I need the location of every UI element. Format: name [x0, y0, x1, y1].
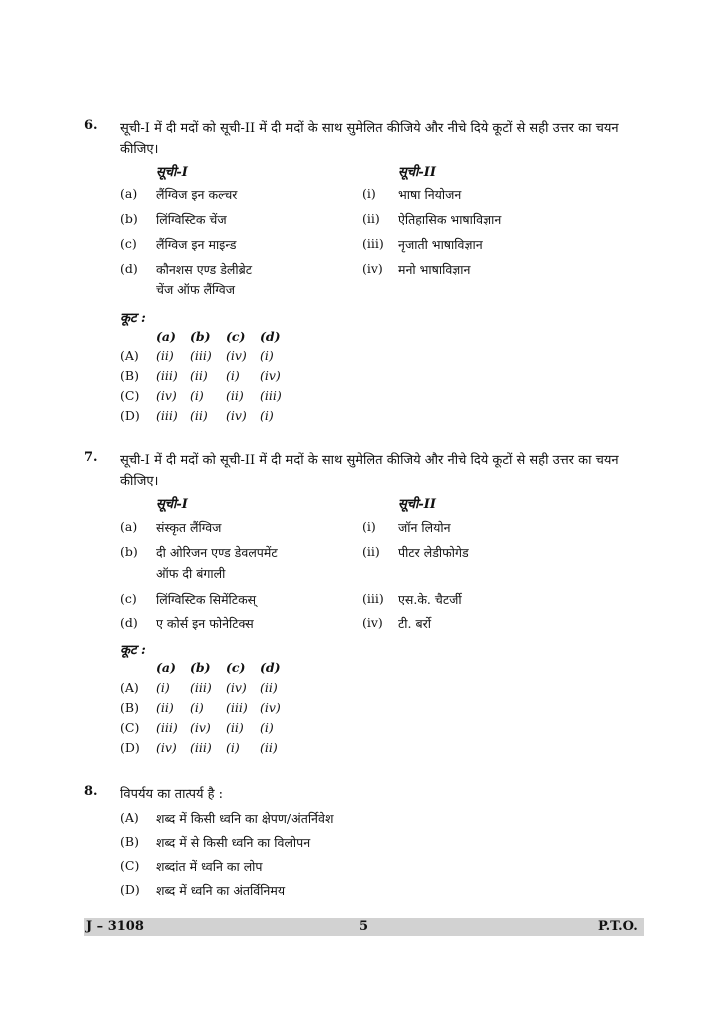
- list1-item-text: लैंग्विज इन माइन्ड: [156, 237, 237, 252]
- code-cell: (ii): [156, 700, 174, 715]
- list2-header: सूची-II: [398, 497, 436, 512]
- code-cell: (i): [226, 368, 240, 383]
- codes-header-cell: (a): [156, 329, 176, 344]
- list1-item-text: लैंग्विज इन कल्चर: [156, 187, 238, 202]
- code-cell: (iii): [190, 348, 212, 363]
- option-text: शब्दांत में ध्वनि का लोप: [156, 859, 263, 874]
- list1-item-label: (c): [120, 591, 137, 606]
- code-cell: (i): [226, 740, 240, 755]
- code-option-label: (A): [120, 680, 139, 695]
- code-cell: (iv): [226, 408, 247, 423]
- code-cell: (iii): [190, 740, 212, 755]
- list1-item-label: (a): [120, 186, 138, 201]
- list1-item-label: (c): [120, 236, 137, 251]
- list2-item-label: (ii): [362, 211, 380, 226]
- list1-item-label: (d): [120, 261, 138, 276]
- code-cell: (ii): [260, 740, 278, 755]
- list1-item-text-continued: ऑफ दी बंगाली: [156, 566, 226, 581]
- list1-header: सूची-I: [156, 497, 188, 512]
- code-cell: (i): [190, 388, 204, 403]
- code-option-label: (B): [120, 368, 139, 383]
- list2-item-label: (iii): [362, 236, 384, 251]
- option-text: शब्द में किसी ध्वनि का क्षेपण/अंतर्निवेश: [156, 811, 334, 826]
- code-option-label: (A): [120, 348, 139, 363]
- list1-item-text: संस्कृत लैंग्विज: [156, 520, 222, 535]
- code-cell: (ii): [190, 368, 208, 383]
- list1-item-text: दी ओरिजन एण्ड डेवलपमेंट: [156, 545, 278, 560]
- list1-item-label: (a): [120, 519, 138, 534]
- code-cell: (i): [156, 680, 170, 695]
- code-cell: (iii): [156, 720, 178, 735]
- list2-item-text: पीटर लेडीफोगेड: [398, 545, 469, 560]
- code-cell: (iii): [156, 408, 178, 423]
- code-cell: (i): [260, 348, 274, 363]
- page-number: 5: [359, 919, 369, 934]
- list1-header: सूची-I: [156, 165, 188, 180]
- list2-item-label: (ii): [362, 544, 380, 559]
- list1-item-text: ए कोर्स इन फोनेटिक्स: [156, 616, 254, 631]
- code-option-label: (C): [120, 388, 140, 403]
- code-cell: (i): [260, 408, 274, 423]
- code-option-label: (D): [120, 740, 140, 755]
- question-number: 6.: [84, 118, 98, 133]
- code-option-label: (D): [120, 408, 140, 423]
- code-cell: (ii): [226, 388, 244, 403]
- paper-code: J – 3108: [86, 919, 144, 934]
- question-text: सूची-I में दी मदों को सूची-II में दी मदों के साथ सुमेलित कीजिये और नीचे दिये कूटों से सही उत्तर का चयन कीजिए।: [120, 121, 619, 157]
- list2-item-label: (i): [362, 519, 376, 534]
- codes-header-cell: (d): [260, 660, 281, 675]
- codes-header-cell: (c): [226, 660, 246, 675]
- list1-item-label: (d): [120, 615, 138, 630]
- code-cell: (iv): [226, 680, 247, 695]
- option-label: (B): [120, 834, 139, 849]
- option-label: (A): [120, 810, 139, 825]
- option-text: शब्द में से किसी ध्वनि का विलोपन: [156, 835, 311, 850]
- code-cell: (iv): [156, 740, 177, 755]
- code-cell: (iv): [190, 720, 211, 735]
- list1-item-text: कौनशस एण्ड डेलीब्रेट: [156, 262, 253, 277]
- list2-item-text: टी. बर्रो: [398, 616, 431, 631]
- code-cell: (iv): [156, 388, 177, 403]
- code-cell: (iv): [260, 368, 281, 383]
- list2-item-text: नृजाती भाषाविज्ञान: [398, 237, 483, 252]
- question-text: विपर्यय का तात्पर्य है :: [120, 787, 224, 802]
- code-cell: (ii): [156, 348, 174, 363]
- code-cell: (i): [190, 700, 204, 715]
- option-label: (D): [120, 882, 140, 897]
- list1-item-label: (b): [120, 544, 138, 559]
- code-cell: (iii): [156, 368, 178, 383]
- list2-item-text: ऐतिहासिक भाषाविज्ञान: [398, 212, 502, 227]
- list2-header: सूची-II: [398, 165, 436, 180]
- list2-item-label: (i): [362, 186, 376, 201]
- codes-header-cell: (b): [190, 329, 211, 344]
- list2-item-text: जॉन लियोन: [398, 520, 451, 535]
- list1-item-text: लिंग्विस्टिक सिमेंटिकस्: [156, 592, 257, 607]
- list1-item-text: लिंग्विस्टिक चेंज: [156, 212, 227, 227]
- list1-item-label: (b): [120, 211, 138, 226]
- codes-header-cell: (d): [260, 329, 281, 344]
- question-text: सूची-I में दी मदों को सूची-II में दी मदों के साथ सुमेलित कीजिये और नीचे दिये कूटों से सही उत्तर का चयन कीजिए।: [120, 453, 619, 489]
- list2-item-text: एस.के. चैटर्जी: [398, 592, 462, 607]
- list1-item-text-continued: चेंज ऑफ लैंग्विज: [156, 282, 236, 297]
- code-cell: (iv): [226, 348, 247, 363]
- code-cell: (i): [260, 720, 274, 735]
- option-text: शब्द में ध्वनि का अंतर्विनिमय: [156, 883, 286, 898]
- codes-label: कूट :: [120, 311, 146, 326]
- question-number: 8.: [84, 784, 98, 799]
- codes-header-cell: (c): [226, 329, 246, 344]
- code-option-label: (C): [120, 720, 140, 735]
- code-cell: (ii): [260, 680, 278, 695]
- list2-item-text: मनो भाषाविज्ञान: [398, 262, 471, 277]
- list2-item-label: (iv): [362, 261, 383, 276]
- question-number: 7.: [84, 450, 98, 465]
- code-cell: (iii): [226, 700, 248, 715]
- codes-label: कूट :: [120, 643, 146, 658]
- list2-item-label: (iii): [362, 591, 384, 606]
- option-label: (C): [120, 858, 140, 873]
- pto-label: P.T.O.: [598, 919, 638, 934]
- list2-item-label: (iv): [362, 615, 383, 630]
- list2-item-text: भाषा नियोजन: [398, 187, 462, 202]
- code-option-label: (B): [120, 700, 139, 715]
- code-cell: (iii): [260, 388, 282, 403]
- code-cell: (ii): [226, 720, 244, 735]
- code-cell: (ii): [190, 408, 208, 423]
- codes-header-cell: (a): [156, 660, 176, 675]
- code-cell: (iv): [260, 700, 281, 715]
- code-cell: (iii): [190, 680, 212, 695]
- codes-header-cell: (b): [190, 660, 211, 675]
